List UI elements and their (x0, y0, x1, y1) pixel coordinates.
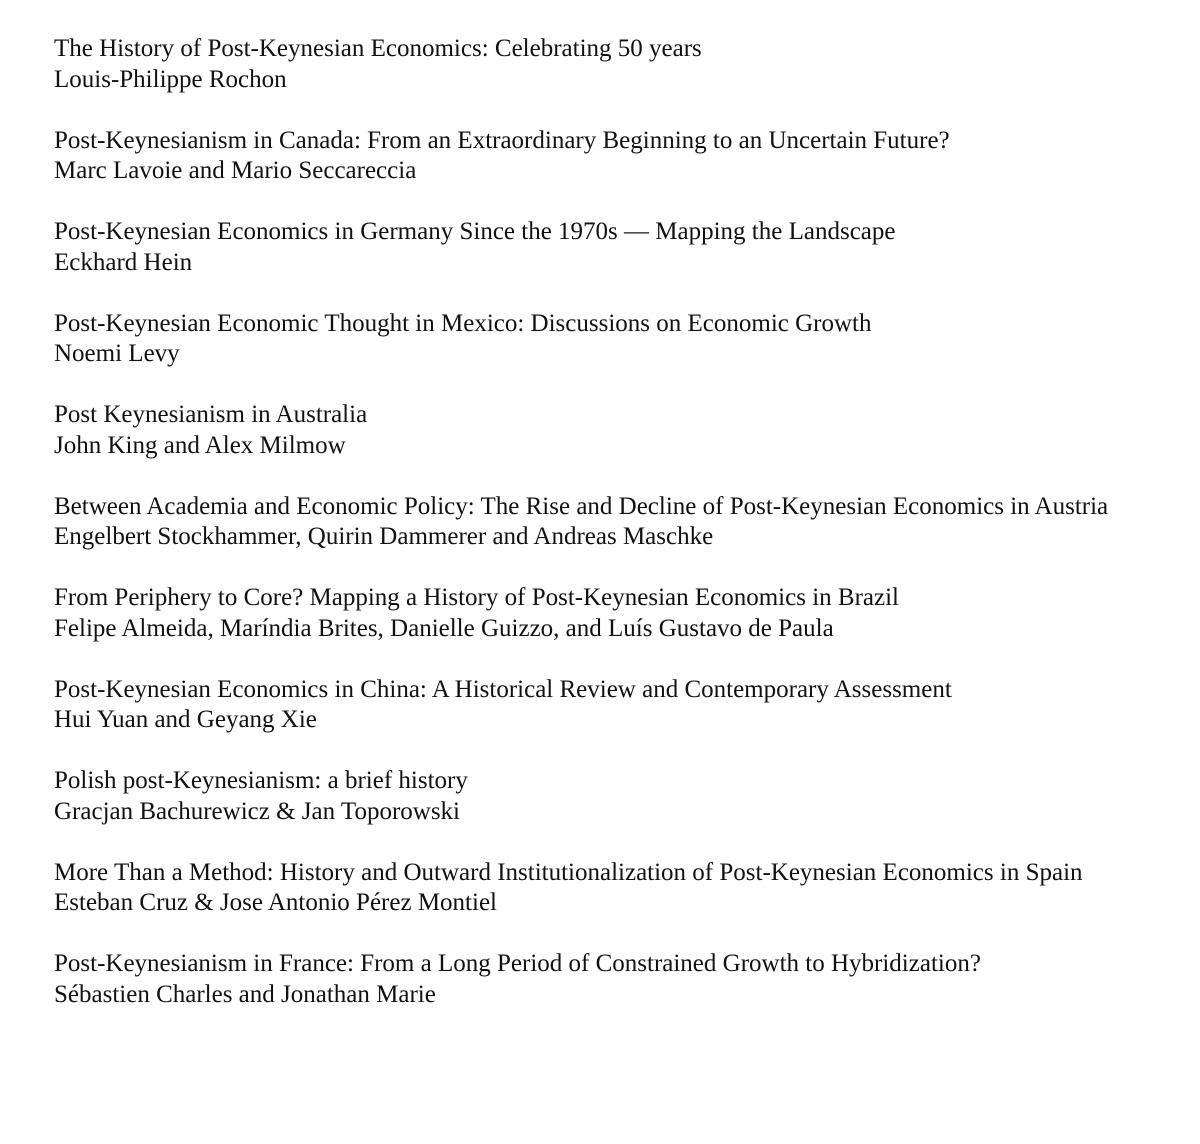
entry-authors: Sébastien Charles and Jonathan Marie (54, 980, 436, 1008)
entry-title: Post-Keynesian Economic Thought in Mexico: Discussions on Economic Growth (54, 309, 872, 337)
entry-authors: John King and Alex Milmow (54, 431, 346, 459)
entry-title: Post-Keynesianism in France: From a Long Period of Constrained Growth to Hybridization? (54, 950, 981, 977)
list-item (54, 309, 1174, 370)
list-item (54, 675, 1174, 736)
list-item (54, 766, 1174, 827)
entry-title: Between Academia and Economic Policy: The Rise and Decline of Post-Keynesian Economics in Austria (54, 492, 1109, 520)
entry-authors: Noemi Levy (54, 340, 180, 367)
entry-authors: Felipe Almeida, Maríndia Brites, Danielle Guizzo, and Luís Gustavo de Paula (54, 614, 834, 642)
entry-authors: Esteban Cruz & Jose Antonio Pérez Montiel (54, 889, 497, 916)
list-item (54, 583, 1174, 644)
contents-list (54, 34, 1174, 1041)
entry-title: More Than a Method: History and Outward Institutionalization of Post-Keynesian Economics in Spain (54, 858, 1083, 886)
list-item (54, 126, 1174, 187)
entry-authors: Hui Yuan and Geyang Xie (54, 706, 317, 733)
entry-title: Post Keynesianism in Australia (54, 401, 368, 428)
entry-authors: Marc Lavoie and Mario Seccareccia (54, 157, 417, 184)
list-item (54, 949, 1174, 1010)
list-item (54, 217, 1174, 278)
entry-authors: Louis-Philippe Rochon (54, 65, 287, 93)
list-item (54, 858, 1174, 919)
list-item (54, 492, 1174, 553)
entry-authors: Eckhard Hein (54, 248, 193, 276)
entry-authors: Engelbert Stockhammer, Quirin Dammerer and Andreas Maschke (54, 523, 714, 550)
list-item (54, 400, 1174, 461)
entry-title: From Periphery to Core? Mapping a History of Post-Keynesian Economics in Brazil (54, 584, 899, 611)
entry-title: Polish post-Keynesianism: a brief history (54, 767, 468, 794)
entry-title: Post-Keynesianism in Canada: From an Extraordinary Beginning to an Uncertain Future? (54, 126, 950, 154)
entry-title: Post-Keynesian Economics in Germany Since the 1970s — Mapping the Landscape (54, 218, 896, 245)
list-item (54, 34, 1174, 95)
entry-title: Post-Keynesian Economics in China: A Historical Review and Contemporary Assessment (54, 675, 952, 703)
entry-authors: Gracjan Bachurewicz & Jan Toporowski (54, 797, 460, 825)
entry-title: The History of Post-Keynesian Economics: Celebrating 50 years (54, 35, 702, 62)
